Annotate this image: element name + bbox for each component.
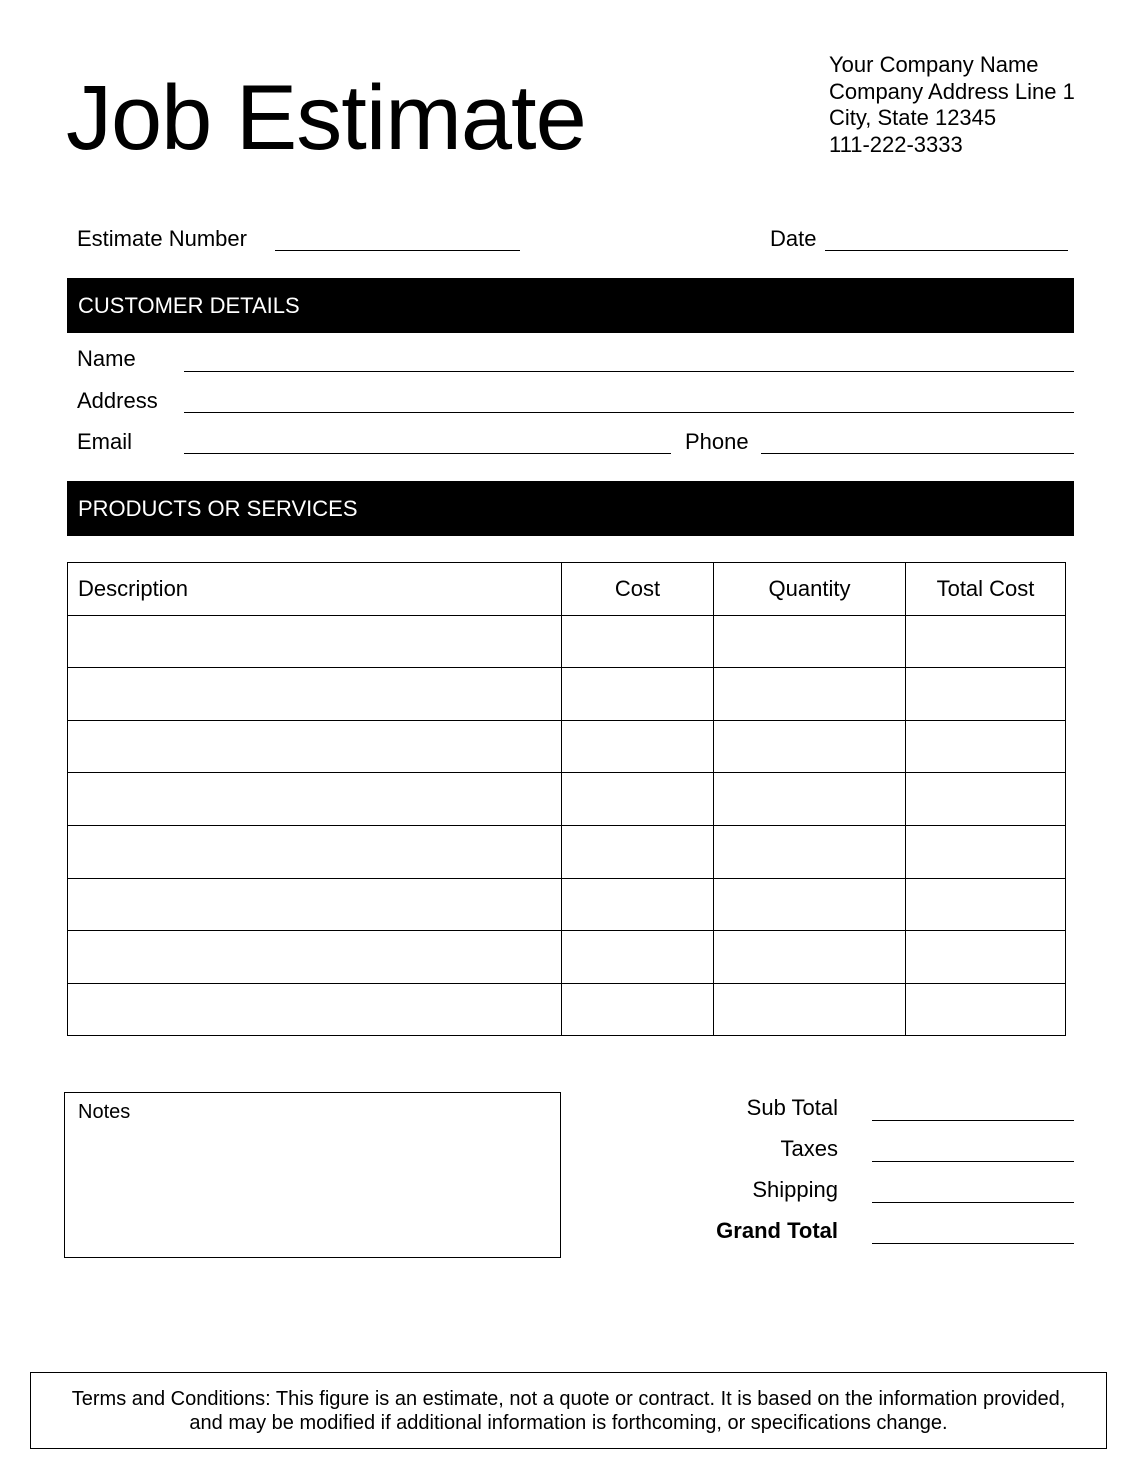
estimate-number-field[interactable]: [275, 250, 520, 251]
description-cell[interactable]: [68, 825, 562, 878]
taxes-label: Taxes: [780, 1136, 838, 1161]
table-row: [68, 773, 1066, 826]
company-city-state: City, State 12345: [829, 105, 997, 130]
page-title: Job Estimate: [66, 67, 586, 169]
quantity-cell[interactable]: [714, 668, 906, 721]
company-address-line-1: Company Address Line 1: [829, 78, 1075, 104]
table-row: [68, 615, 1066, 668]
description-cell[interactable]: [68, 668, 562, 721]
customer-address-label: Address: [77, 388, 158, 413]
quantity-cell[interactable]: [714, 878, 906, 931]
company-phone: 111-222-3333: [829, 131, 963, 157]
cost-cell[interactable]: [562, 615, 714, 668]
description-cell[interactable]: [68, 615, 562, 668]
estimate-number-label: Estimate Number: [77, 226, 247, 251]
column-header-quantity: Quantity: [714, 563, 906, 616]
table-row: [68, 720, 1066, 773]
total-cost-cell[interactable]: [906, 931, 1066, 984]
cost-cell[interactable]: [562, 931, 714, 984]
date-label: Date: [770, 226, 817, 251]
cost-cell[interactable]: [562, 668, 714, 721]
table-row: [68, 931, 1066, 984]
customer-phone-field[interactable]: [761, 453, 1074, 454]
date-field[interactable]: [825, 250, 1068, 251]
quantity-cell[interactable]: [714, 615, 906, 668]
cost-cell[interactable]: [562, 825, 714, 878]
total-cost-cell[interactable]: [906, 825, 1066, 878]
total-cost-cell[interactable]: [906, 615, 1066, 668]
total-cost-cell[interactable]: [906, 720, 1066, 773]
table-row: [68, 878, 1066, 931]
cost-cell[interactable]: [562, 878, 714, 931]
customer-details-header: CUSTOMER DETAILS: [67, 278, 1074, 333]
total-cost-cell[interactable]: [906, 668, 1066, 721]
items-table: [67, 562, 1066, 1036]
column-header-total-cost: Total Cost: [906, 563, 1066, 616]
customer-email-label: Email: [77, 429, 133, 454]
notes-label: Notes: [78, 1101, 131, 1123]
sub-total-field[interactable]: [872, 1120, 1074, 1121]
total-cost-cell[interactable]: [906, 878, 1066, 931]
total-cost-cell[interactable]: [906, 983, 1066, 1036]
products-services-header: PRODUCTS OR SERVICES: [67, 481, 1074, 536]
customer-name-field[interactable]: [184, 371, 1074, 372]
notes-box[interactable]: [64, 1092, 561, 1258]
table-row: [68, 825, 1066, 878]
quantity-cell[interactable]: [714, 983, 906, 1036]
cost-cell[interactable]: [562, 773, 714, 826]
shipping-field[interactable]: [872, 1202, 1074, 1203]
table-header-row: [68, 563, 1066, 616]
quantity-cell[interactable]: [714, 773, 906, 826]
customer-phone-label: Phone: [685, 429, 749, 454]
column-header-description: Description: [68, 563, 562, 616]
cost-cell[interactable]: [562, 983, 714, 1036]
description-cell[interactable]: [68, 773, 562, 826]
terms-line-2: and may be modified if additional information is forthcoming, or specifications change.: [189, 1412, 948, 1434]
grand-total-field[interactable]: [872, 1243, 1074, 1244]
grand-total-label: Grand Total: [716, 1218, 838, 1243]
sub-total-label: Sub Total: [746, 1095, 838, 1120]
quantity-cell[interactable]: [714, 720, 906, 773]
table-row: [68, 983, 1066, 1036]
terms-line-1: Terms and Conditions: This figure is an estimate, not a quote or contract. It is based on the information provided,: [71, 1388, 1066, 1410]
table-row: [68, 668, 1066, 721]
description-cell[interactable]: [68, 720, 562, 773]
quantity-cell[interactable]: [714, 931, 906, 984]
taxes-field[interactable]: [872, 1161, 1074, 1162]
customer-name-label: Name: [77, 346, 136, 371]
description-cell[interactable]: [68, 931, 562, 984]
terms-and-conditions: [30, 1372, 1107, 1449]
customer-email-field[interactable]: [184, 453, 671, 454]
column-header-cost: Cost: [562, 563, 714, 616]
total-cost-cell[interactable]: [906, 773, 1066, 826]
company-info: [829, 52, 1075, 158]
company-name: Your Company Name: [829, 52, 1039, 77]
description-cell[interactable]: [68, 983, 562, 1036]
shipping-label: Shipping: [752, 1177, 838, 1202]
description-cell[interactable]: [68, 878, 562, 931]
quantity-cell[interactable]: [714, 825, 906, 878]
cost-cell[interactable]: [562, 720, 714, 773]
customer-address-field[interactable]: [184, 412, 1074, 413]
